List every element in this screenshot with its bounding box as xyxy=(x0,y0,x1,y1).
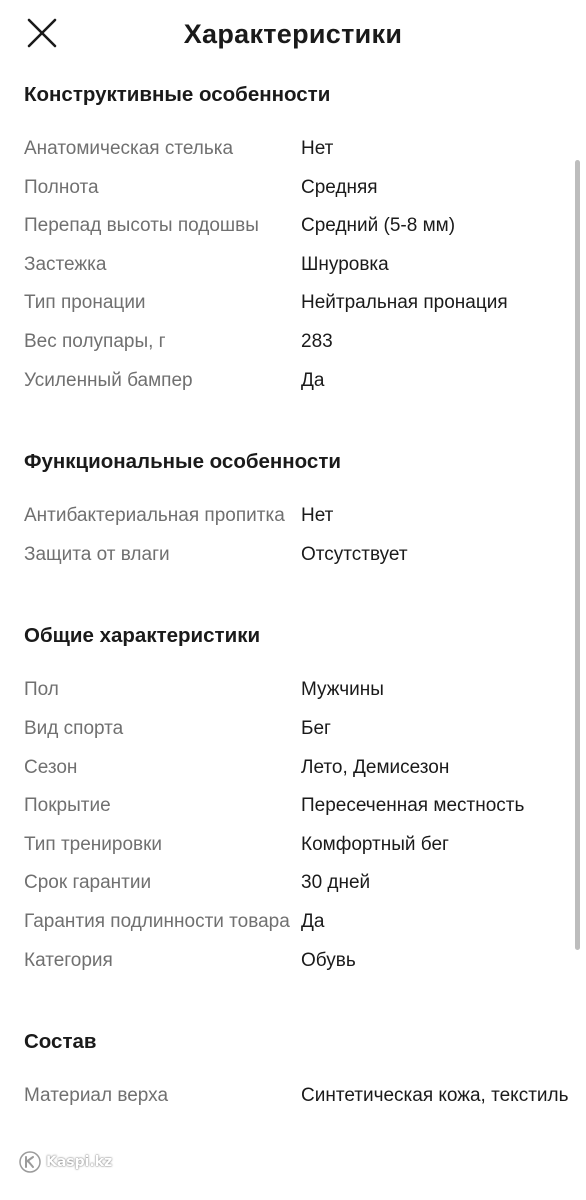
row-value: Нет xyxy=(301,138,334,159)
row-value: Комфортный бег xyxy=(301,833,449,855)
table-row xyxy=(0,908,572,947)
row-label: Материал верха xyxy=(24,1085,169,1107)
kaspi-watermark xyxy=(18,1150,112,1174)
row-label: Вид спорта xyxy=(24,717,124,739)
table-row xyxy=(0,541,572,580)
row-value: 30 дней xyxy=(301,872,371,894)
row-value: Средний (5-8 мм) xyxy=(301,215,456,237)
row-label: Покрытие xyxy=(24,795,111,817)
row-value: Средняя xyxy=(301,176,378,198)
table-row xyxy=(0,212,572,251)
table-row xyxy=(0,754,572,793)
section-title: Состав xyxy=(24,1030,97,1054)
row-value: Да xyxy=(301,369,325,391)
row-label: Сезон xyxy=(24,756,78,778)
section-composition xyxy=(0,985,572,1121)
table-row xyxy=(0,135,572,174)
characteristics-list[interactable] xyxy=(0,70,572,1200)
header xyxy=(0,0,586,70)
row-value: Нейтральная пронация xyxy=(301,292,508,314)
row-label: Перепад высоты подошвы xyxy=(24,215,259,237)
row-label: Вес полупары, г xyxy=(24,330,166,352)
table-row xyxy=(0,831,572,870)
row-label: Гарантия подлинности товара xyxy=(24,910,290,932)
table-row xyxy=(0,947,572,986)
section-construction xyxy=(0,70,572,405)
section-general xyxy=(0,579,572,985)
section-title: Общие характеристики xyxy=(24,624,261,648)
row-value: Лето, Демисезон xyxy=(301,756,450,778)
row-label: Анатомическая стелька xyxy=(24,138,234,159)
kaspi-logo-icon xyxy=(18,1150,42,1174)
row-label: Застежка xyxy=(24,253,107,275)
section-functional xyxy=(0,405,572,579)
row-label: Усиленный бампер xyxy=(24,369,193,391)
scrollbar[interactable] xyxy=(575,160,580,950)
table-row xyxy=(0,869,572,908)
row-value: Синтетическая кожа, текстиль xyxy=(301,1085,569,1107)
section-title: Функциональные особенности xyxy=(24,450,341,474)
row-value: Шнуровка xyxy=(301,253,389,275)
row-label: Тип пронации xyxy=(24,292,146,314)
page-title: Характеристики xyxy=(183,19,403,49)
row-value: 283 xyxy=(301,330,333,352)
watermark-text: Kaspi.kz xyxy=(46,1154,113,1170)
table-row xyxy=(0,328,572,367)
row-value: Отсутствует xyxy=(301,543,408,565)
row-label: Защита от влаги xyxy=(24,543,170,565)
table-row xyxy=(0,289,572,328)
row-label: Тип тренировки xyxy=(24,833,163,855)
row-value: Обувь xyxy=(301,949,356,971)
row-label: Полнота xyxy=(24,176,99,198)
row-label: Категория xyxy=(24,949,113,971)
row-label: Срок гарантии xyxy=(24,872,152,894)
row-value: Мужчины xyxy=(301,679,384,701)
row-label: Антибактериальная пропитка xyxy=(24,505,285,527)
row-label: Пол xyxy=(24,679,59,701)
row-value: Да xyxy=(301,910,325,932)
row-value: Пересеченная местность xyxy=(301,795,525,817)
table-row xyxy=(0,174,572,213)
table-row xyxy=(0,367,572,406)
section-title: Конструктивные особенности xyxy=(24,83,331,106)
table-row xyxy=(0,502,572,541)
table-row xyxy=(0,251,572,290)
table-row xyxy=(0,792,572,831)
table-row xyxy=(0,676,572,715)
row-value: Нет xyxy=(301,505,334,527)
table-row xyxy=(0,1082,572,1121)
table-row xyxy=(0,715,572,754)
row-value: Бег xyxy=(301,717,331,739)
